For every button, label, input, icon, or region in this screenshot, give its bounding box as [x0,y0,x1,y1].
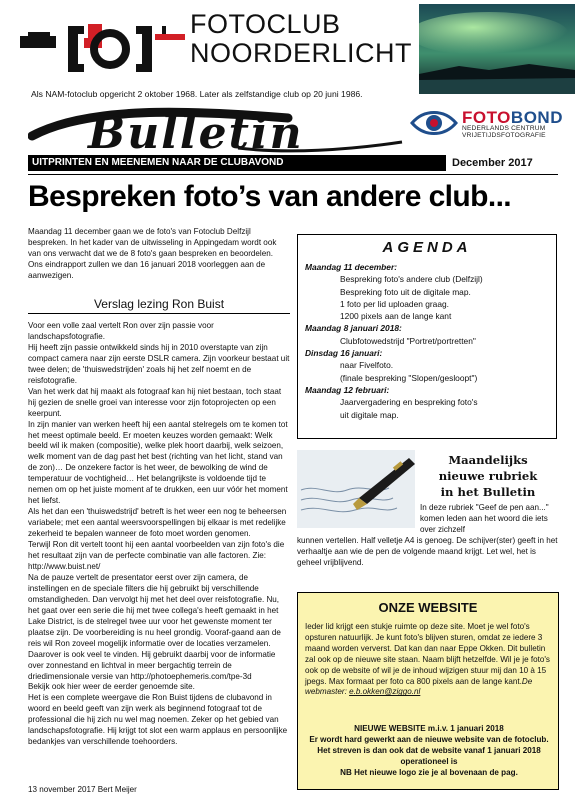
paragraph: In zijn manier van werken heeft hij een aantal stelregels om te komen tot het meest optimale beeld. Er moeten keuzes worden gemaakt: Welk beeld wil ik maken (compositie), welke plek hoort daarbij, welk seizoen, welk moment van de dag past het best (richting van het licht, stand van de zon)… De onzekere factor is het weer, de bewolking de wind de temperatuur de vochtigheid… Het belangrijkste is voldoende tijd te nemen om op het juiste moment af te drukken, een uur vóór het moment het liefst. [28,419,288,506]
eye-icon [410,108,458,138]
announcement-line: NB Het nieuwe logo zie je al bovenaan de pag. [340,767,518,777]
club-subtitle: Als NAM-fotoclub opgericht 2 oktober 1968. Later als zelfstandige club op 20 juni 1986. [31,89,363,99]
webmaster-label: De webmaster: [305,676,533,697]
fountain-pen-photo [297,450,415,528]
agenda-entry: 1 foto per lid uploaden graag. [340,298,449,309]
banner: UITPRINTEN EN MEENEMEN NAAR DE CLUBAVOND [28,155,446,171]
paragraph: Als het dan een 'thuiswedstrijd' betreft is het weer een nog te beheersen variabele; met een aantal weersvoorspellingen bij elkaar is met redelijke zekerheid te bepalen wanneer de foto moet worden genomen. [28,507,287,539]
fotobond-logo [410,108,576,138]
bulletin-word: Bulletin [88,108,304,154]
fotobond-line1: NEDERLANDS CENTRUM [462,125,546,132]
agenda-title: AGENDA [382,239,472,256]
paragraph: Voor een volle zaal vertelt Ron over zijn passie voor landschapsfotografie. [28,321,214,341]
website-box [297,592,559,790]
maandelijks-title-line1: Maandelijks [448,453,528,467]
divider [28,174,558,175]
agenda-entry: uit digitale map. [340,409,399,420]
verslag-body [28,321,290,748]
website-body: Ieder lid krijgt een stukje ruimte op deze site. Moet je wel foto's opsturen natuurlijk. Je kunt foto's blijven sturen, omdat ze iedere 3 maand worden ververst. Dat kan dan naar Eppe Okken. Dit bulletin zal ook op de nieuwe site staan. Naam blijft hetzelfde. Wil je je foto's ook op de website of wil je de inhoud wijzigen stuur mij dan 10 à 15 jpegs. Max formaat per foto ca 800 pixels aan de lange kant. [305,622,550,686]
agenda-box [297,234,557,439]
divider [28,313,290,314]
club-name [190,10,412,68]
bulletin-wordmark [28,104,408,154]
paragraph: Na de pauze vertelt de presentator eerst over zijn camera, de instellingen en de speciale filters die hij gebruikt bij verschillende omstandigheden. Dan vervolgt hij met het deel over reisfotografie. Nu, het gaat over een serie die hij met twee collega's heeft gemaakt in het Lake District, is de stelregel twee uur voor het gewenste moment ter plaatse zijn. De voorbereiding is nu heel grondig. Vooraf-gaand aan de reis wil Ron zoveel mogelijk informatie over de locaties verzamelen. Daarover is ook veel te vinden. Hij gebruikt daarbij voor de informatie over zonnestand en lichtval in meer bergachtig terrein de driedimensionale versie van http://photoephemeris.com/tpe-3d [28,572,281,681]
agenda-entry: naar Fivelfoto. [340,360,394,371]
intro-text: Maandag 11 december gaan we de foto's van Fotoclub Delfzijl bespreken. In het kader van de uitwisseling in Appingedam wordt ook van ons verwacht dat we de 8 foto's gaan bespreken en beoordelen. Ons eindrapport zullen we dan 16 januari 2018 voorleggen aan de aanwezigen. [28,227,277,280]
website-text [305,622,555,698]
maandelijks-text-continued: kunnen vertellen. Half velletje A4 is genoeg. De schijver(ster) geeft in het verhaaltje aan wie de pen de volgende maand krijgt. Let wel, het is geheel vrijblijvend. [297,536,558,567]
website-announcement [303,724,555,779]
headline: Bespreken foto’s van andere club... [28,180,512,213]
paragraph: Het is een complete weergave die Ron Buist tijdens de clubavond in woord en beeld geeft van zijn werk als beginnend fotograaf tot de professional die hij zich nu wel mag noemen. Zeker op het gebied van landschapsfotografie. Hij krijgt tot slot een warm applaus en persoonlijke bedankjes van verschillende toehoorders. [28,693,288,747]
paragraph: Bekijk ook hier weer de eerder genoemde site. [28,682,195,692]
announcement-line: NIEUWE WEBSITE m.i.v. 1 januari 2018 [354,724,504,733]
agenda-entry: Jaarvergadering en bespreking foto's [340,397,478,408]
club-name-line1: FOTOCLUB [190,9,341,39]
article-footer: 13 november 2017 Bert Meijer [28,785,137,794]
maandelijks-title-line2: nieuwe rubriek [438,469,538,483]
agenda-date: Maandag 11 december: [305,262,398,272]
aurora-photo [419,4,575,94]
webmaster-email-link[interactable]: e.b.okken@ziggo.nl [349,687,421,697]
fotobond-name-part1: FOTO [462,108,511,127]
paragraph: Van het werk dat hij maakt als fotograaf kan hij niet bestaan, toch staat hij gezien de snelle groei van interesse voor zijn fotoprojecten op een keerpunt. [28,386,282,418]
paragraph: Terwijl Ron dit vertelt toont hij een aantal voorbeelden van zijn foto's die het resultaat zijn van de perfecte combinatie van alle factoren. Zie: http://www.buist.net/ [28,540,285,571]
agenda-date: Dinsdag 16 januari: [305,348,383,359]
camera-logo-icon [10,14,190,80]
agenda-date: Maandag 8 januari 2018: [305,323,402,334]
agenda-entry: Bespreking foto's andere club (Delfzijl) [340,274,483,285]
fotobond-line2: VRIJETIJDSFOTOGRAFIE [462,132,546,139]
club-name-line2: NOORDERLICHT [190,38,413,68]
maandelijks-title [418,452,558,500]
agenda-entry: Clubfotowedstrijd "Portret/portretten" [340,335,476,346]
agenda-entry: 1200 pixels aan de lange kant [340,311,452,322]
agenda-entry: Bespreking foto uit de digitale map. [340,286,471,297]
maandelijks-title-line3: in het Bulletin [440,485,536,499]
paragraph: Hij heeft zijn passie ontwikkeld sinds hij in 2010 overstapte van zijn compact camera naar zijn eerste DSLR camera. Zijn voorkeur bestaat uit twee delen; de 'thuiswedstrijden' zoals hij het zelf noemt en de reisfotografie. [28,342,290,385]
maandelijks-text: In deze rubriek "Geef de pen aan..." komen leden aan het woord die iets over zichzelf [420,503,549,534]
website-title: ONZE WEBSITE [378,600,478,615]
announcement-line: Er wordt hard gewerkt aan de nieuwe website van de fotoclub. Het streven is dan ook dat de website vanaf 1 januari 2018 operationeel is [309,734,549,766]
issue-date: December 2017 [452,157,533,169]
agenda-date: Maandag 12 februari: [305,384,390,395]
fotobond-name-part2: BOND [510,108,563,127]
verslag-title: Verslag lezing Ron Buist [93,297,225,311]
agenda-list [305,261,553,421]
agenda-entry: (finale bespreking "Slopen/gesloopt") [340,372,478,383]
